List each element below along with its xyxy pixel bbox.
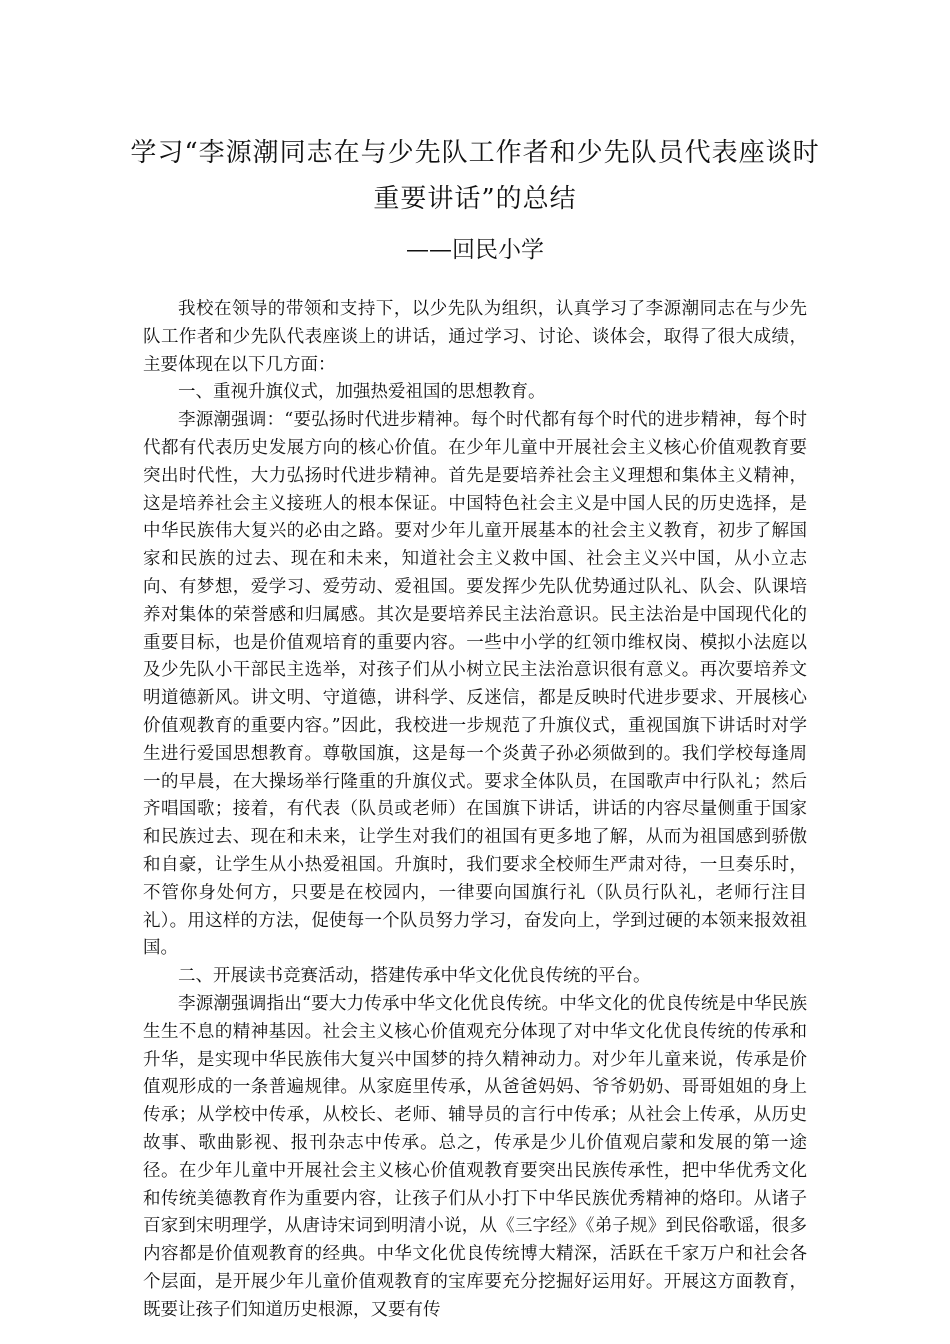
document-title: 学习“李源潮同志在与少先队工作者和少先队员代表座谈时重要讲话”的总结 (130, 138, 820, 214)
section-heading-2: 二、开展读书竞赛活动，搭建传承中华文化优良传统的平台。 (178, 966, 651, 987)
paragraph-section-1: 李源潮强调：“要弘扬时代进步精神。每个时代都有每个时代的进步精神，每个时代都有代表历史发展方向的核心价值。在少年儿童中开展社会主义核心价值观教育要突出时代性，大力弘扬时代进步精神。首先是要培养社会主义理想和集体主义精神，这是培养社会主义接班人的根本保证。中国特色社会主义是中国人民的历史选择，是中华民族伟大复兴的必由之路。要对少年儿童开展基本的社会主义教育，初步了解国家和民族的过去、现在和未来，知道社会主义救中国、社会主义兴中国，从小立志向、有梦想，爱学习、爱劳动、爱祖国。要发挥少先队优势通过队礼、队会、队课培养对集体的荣誉感和归属感。其次是要培养民主法治意识。民主法治是中国现代化的重要目标，也是价值观培育的重要内容。一些中小学的红领巾维权岗、模拟小法庭以及少先队小干部民主选举，对孩子们从小树立民主法治意识很有意义。再次要培养文明道德新风。讲文明、守道德，讲科学、反迷信，都是反映时代进步要求、开展核心价值观教育的重要内容。”因此，我校进一步规范了升旗仪式，重视国旗下讲话时对学生进行爱国思想教育。尊敬国旗，这是每一个炎黄子孙必须做到的。我们学校每逢周一的早晨，在大操场举行隆重的升旗仪式。要求全体队员，在国歌声中行队礼；然后齐唱国歌；接着，有代表（队员或老师）在国旗下讲话，讲话的内容尽量侧重于国家和民族过去、现在和未来，让学生对我们的祖国有更多地了解，从而为祖国感到骄傲和自豪，让学生从小热爱祖国。升旗时，我们要求全校师生严肃对待，一旦奏乐时，不管你身处何方，只要是在校园内，一律要向国旗行礼（队员行队礼，老师行注目礼）。用这样的方法，促使每一个队员努力学习，奋发向上，学到过硬的本领来报效祖国。 (143, 410, 807, 959)
section-heading-1: 一、重视升旗仪式，加强热爱祖国的思想教育。 (178, 382, 546, 403)
document-author: ——回民小学 (406, 237, 544, 263)
paragraph-section-2: 李源潮强调指出“要大力传承中华文化优良传统。中华文化的优良传统是中华民族生生不息的精神基因。社会主义核心价值观充分体现了对中华文化优良传统的传承和升华，是实现中华民族伟大复兴中国梦的持久精神动力。对少年儿童来说，传承是价值观形成的一条普遍规律。从家庭里传承，从爸爸妈妈、爷爷奶奶、哥哥姐姐的身上传承；从学校中传承，从校长、老师、辅导员的言行中传承；从社会上传承，从历史故事、歌曲影视、报刊杂志中传承。总之，传承是少儿价值观启蒙和发展的第一途径。在少年儿童中开展社会主义核心价值观教育要突出民族传承性，把中华优秀文化和传统美德教育作为重要内容，让孩子们从小打下中华民族优秀精神的烙印。从诸子百家到宋明理学，从唐诗宋词到明清小说，从《三字经》《弟子规》到民俗歌谣，很多内容都是价值观教育的经典。中华文化优良传统博大精深，活跃在千家万户和社会各个层面，是开展少年儿童价值观教育的宝库要充分挖掘好运用好。开展这方面教育，既要让孩子们知道历史根源，又要有传 (143, 993, 807, 1320)
paragraph-intro: 我校在领导的带领和支持下，以少先队为组织，认真学习了李源潮同志在与少先队工作者和少先队代表座谈上的讲话，通过学习、讨论、谈体会，取得了很大成绩，主要体现在以下几方面： (143, 299, 807, 375)
document-body (143, 296, 807, 1324)
